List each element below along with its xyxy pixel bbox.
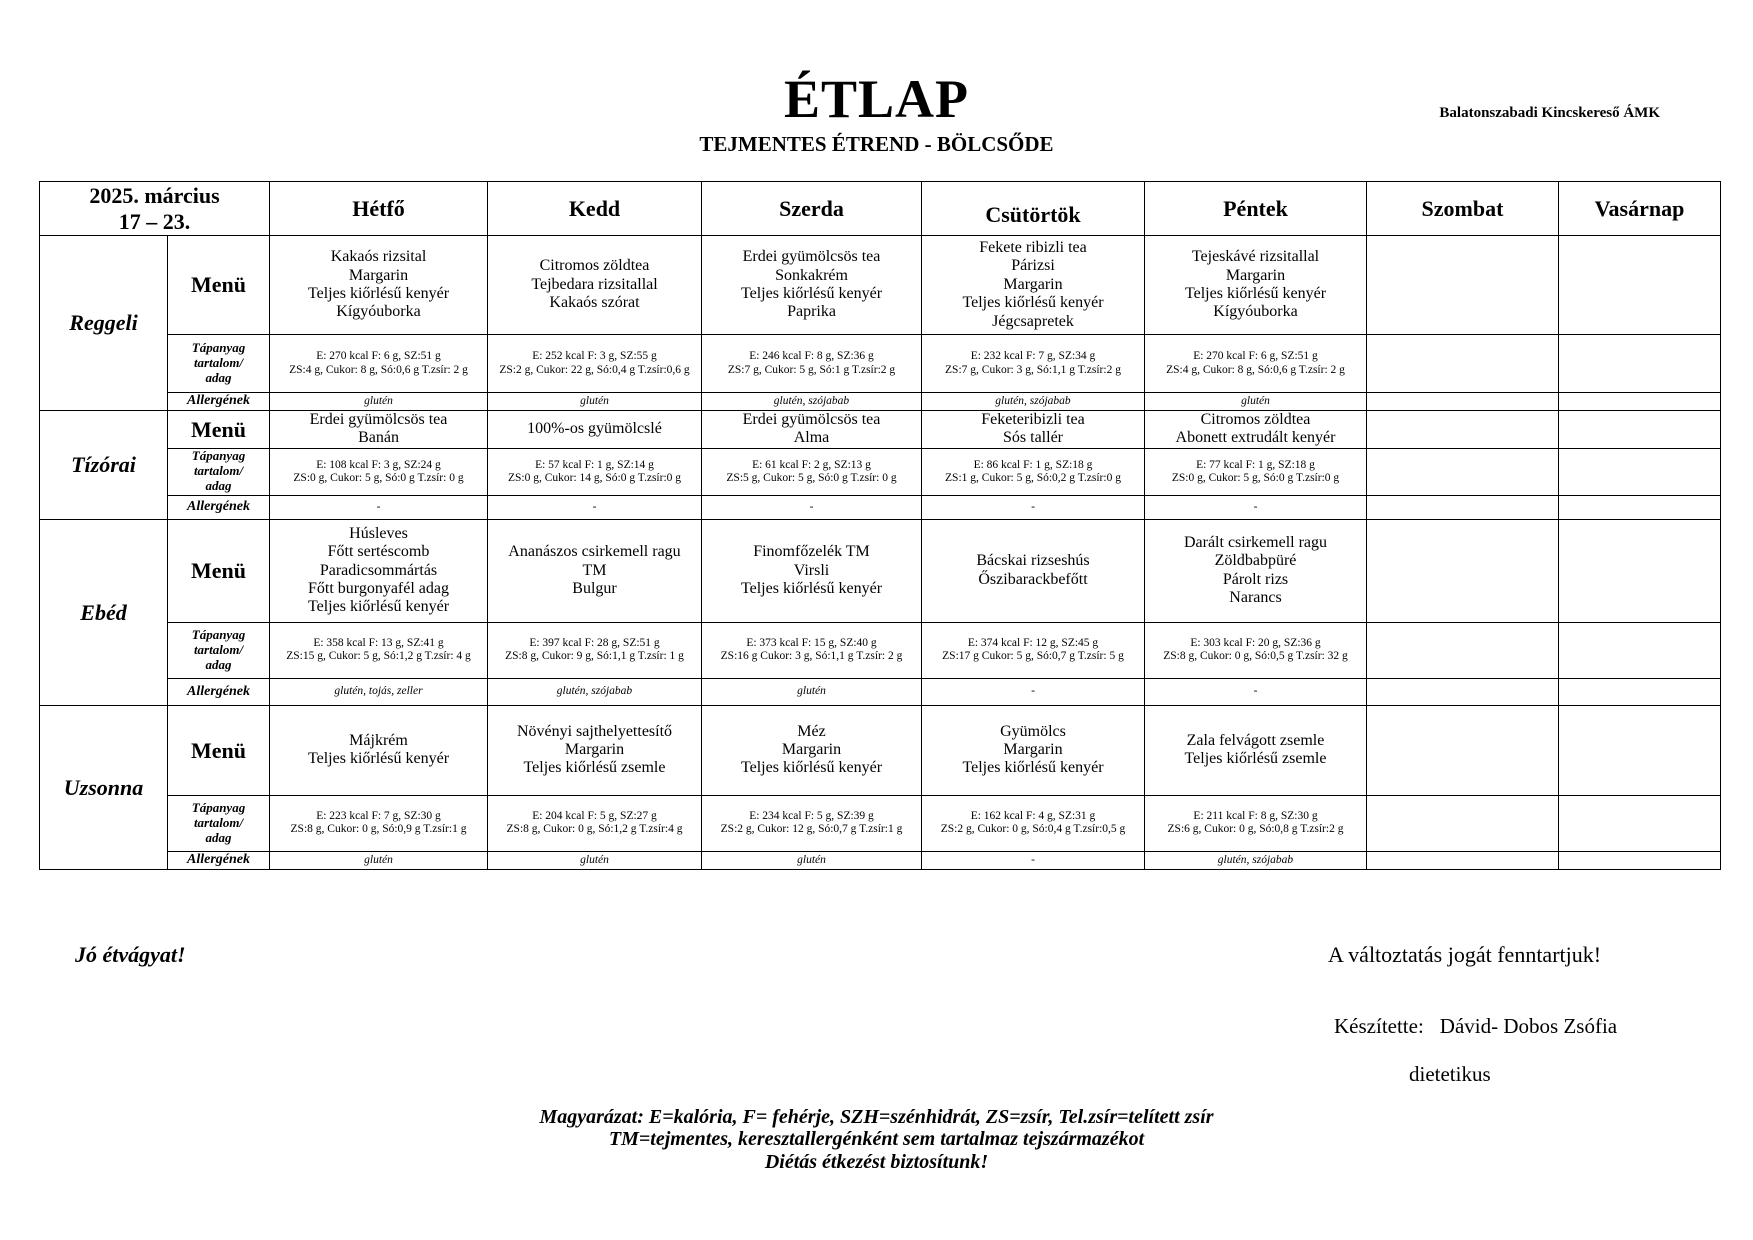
- nutrition-cell: [1559, 448, 1721, 495]
- nutrition-cell-line: ZS:8 g, Cukor: 0 g, Só:0,5 g T.zsír: 32 g: [1163, 650, 1348, 663]
- menu-cell: [488, 705, 702, 795]
- day-header-csutortok: Csütörtök: [922, 182, 1145, 236]
- nutrition-cell: [922, 795, 1145, 851]
- menu-cell: [702, 236, 922, 335]
- menu-cell-line: Májkrém: [349, 731, 408, 749]
- nutrition-cell: [922, 448, 1145, 495]
- allergen-cell: glutén: [488, 393, 702, 411]
- day-header-szerda: Szerda: [702, 182, 922, 236]
- menu-cell-line: Erdei gyümölcsös tea: [742, 248, 881, 266]
- row-label-nutrition: [168, 335, 270, 393]
- row-label-nutrition-line: Tápanyag: [191, 448, 246, 464]
- menu-cell-line: Margarin: [1225, 266, 1286, 284]
- allergen-cell: glutén, tojás, zeller: [270, 678, 488, 705]
- day-header-hetfo: Hétfő: [270, 182, 488, 236]
- nutrition-cell: [1367, 335, 1559, 393]
- menu-cell: [488, 411, 702, 449]
- menu-table-body: [40, 182, 1721, 870]
- nutrition-cell-line: ZS:0 g, Cukor: 5 g, Só:0 g T.zsír: 0 g: [293, 471, 464, 484]
- nutrition-cell-line: ZS:8 g, Cukor: 9 g, Só:1,1 g T.zsír: 1 g: [505, 650, 684, 663]
- meal-name: Tízórai: [40, 411, 168, 520]
- allergen-cell: glutén: [488, 851, 702, 869]
- menu-cell: [1145, 236, 1367, 335]
- nutrition-cell-line: ZS:5 g, Cukor: 5 g, Só:0 g T.zsír: 0 g: [726, 471, 897, 484]
- institution-name: Balatonszabadi Kincskereső ÁMK: [1439, 105, 1660, 121]
- allergen-cell: -: [488, 495, 702, 519]
- nutrition-cell-line: E: 61 kcal F: 2 g, SZ:13 g: [752, 458, 871, 471]
- menu-cell: [270, 236, 488, 335]
- menu-cell-line: Sonkakrém: [775, 266, 848, 284]
- allergen-cell: [1367, 393, 1559, 411]
- menu-cell: [702, 705, 922, 795]
- day-header-vasarnap: Vasárnap: [1559, 182, 1721, 236]
- meal-allergens-row: [40, 678, 1721, 705]
- page-title: ÉTLAP: [783, 69, 970, 129]
- menu-cell: [1145, 411, 1367, 449]
- nutrition-cell: [1559, 335, 1721, 393]
- nutrition-cell: [702, 795, 922, 851]
- menu-cell: [702, 411, 922, 449]
- nutrition-cell: [488, 335, 702, 393]
- nutrition-cell-line: ZS:0 g, Cukor: 5 g, Só:0 g T.zsír:0 g: [1171, 471, 1340, 484]
- allergen-cell: glutén, szójabab: [1145, 851, 1367, 869]
- menu-cell: [922, 519, 1145, 622]
- menu-cell-line: Margarin: [1003, 741, 1063, 759]
- row-label-nutrition-line: Tápanyag: [191, 799, 246, 815]
- row-label-menu: Menü: [168, 236, 270, 335]
- menu-cell-line: Növényi sajthelyettesítő: [516, 722, 673, 740]
- meal-nutrition-row: [40, 448, 1721, 495]
- menu-cell-line: Jégcsapretek: [992, 312, 1074, 330]
- menu-cell: [922, 705, 1145, 795]
- nutrition-cell-line: ZS:16 g Cukor: 3 g, Só:1,1 g T.zsír: 2 g: [720, 650, 903, 663]
- menu-cell-line: Bácskai rizseshús: [976, 552, 1090, 570]
- nutrition-cell-line: E: 270 kcal F: 6 g, SZ:51 g: [1193, 350, 1318, 363]
- menu-cell: [1367, 236, 1559, 335]
- nutrition-cell-line: ZS:7 g, Cukor: 5 g, Só:1 g T.zsír:2 g: [727, 363, 896, 376]
- row-label-allergens: Allergének: [168, 495, 270, 519]
- nutrition-cell: [1559, 795, 1721, 851]
- menu-cell-line: Darált csirkemell ragu: [1183, 534, 1328, 551]
- menu-cell-line: Teljes kiőrlésű zsemle: [1184, 750, 1327, 768]
- menu-cell-line: Alma: [793, 429, 830, 447]
- row-label-allergens: Allergének: [168, 393, 270, 411]
- nutrition-cell-line: ZS:2 g, Cukor: 0 g, Só:0,4 g T.zsír:0,5 g: [940, 823, 1126, 836]
- menu-cell-line: Kakaós szórat: [549, 294, 640, 312]
- menu-cell-line: Citromos zöldtea: [539, 257, 650, 275]
- menu-cell-line: Méz: [797, 722, 826, 740]
- row-label-nutrition-line: adag: [205, 478, 232, 494]
- date-days: 17 – 23.: [118, 208, 191, 234]
- meal-allergens-row: [40, 851, 1721, 869]
- menu-cell-line: Abonett extrudált kenyér: [1175, 429, 1336, 447]
- row-label-nutrition-line: adag: [205, 829, 232, 845]
- meal-menu-row: [40, 236, 1721, 335]
- menu-cell-line: Margarin: [564, 741, 625, 759]
- allergen-cell: [1559, 495, 1721, 519]
- menu-cell: [1367, 705, 1559, 795]
- allergen-cell: [1367, 495, 1559, 519]
- row-label-nutrition-line: tartalom/: [193, 463, 244, 479]
- nutrition-cell-line: E: 397 kcal F: 28 g, SZ:51 g: [529, 637, 660, 650]
- day-header-kedd: Kedd: [488, 182, 702, 236]
- row-label-nutrition: [168, 795, 270, 851]
- menu-cell-line: Margarin: [348, 266, 409, 284]
- menu-cell: [702, 519, 922, 622]
- nutrition-cell-line: ZS:17 g Cukor: 5 g, Só:0,7 g T.zsír: 5 g: [942, 650, 1124, 663]
- nutrition-cell: [702, 335, 922, 393]
- menu-cell-line: 100%-os gyümölcslé: [527, 420, 662, 438]
- menu-cell-line: Finomfőzelék TM: [753, 543, 870, 561]
- menu-cell-line: Őszibarackbefőtt: [978, 570, 1088, 588]
- menu-cell: [1559, 236, 1721, 335]
- row-label-menu: Menü: [168, 411, 270, 449]
- menu-cell: [1559, 705, 1721, 795]
- nutrition-cell-line: ZS:7 g, Cukor: 3 g, Só:1,1 g T.zsír:2 g: [945, 363, 1121, 376]
- nutrition-cell: [270, 622, 488, 678]
- allergen-cell: glutén, szójabab: [702, 393, 922, 411]
- nutrition-cell-line: ZS:0 g, Cukor: 14 g, Só:0 g T.zsír:0 g: [507, 471, 682, 484]
- menu-cell-line: Gyümölcs: [1000, 722, 1066, 740]
- nutrition-cell: [488, 448, 702, 495]
- menu-cell-line: Párizsi: [1011, 257, 1055, 275]
- date-range-cell: [40, 182, 270, 236]
- legend-line: Magyarázat: E=kalória, F= fehérje, SZH=szénhidrát, ZS=zsír, Tel.zsír=telített zsír: [539, 1106, 1214, 1128]
- nutrition-cell-line: ZS:8 g, Cukor: 0 g, Só:1,2 g T.zsír:4 g: [506, 823, 683, 836]
- nutrition-cell-line: E: 374 kcal F: 12 g, SZ:45 g: [967, 637, 1099, 650]
- weekly-menu-table: [39, 181, 1721, 870]
- nutrition-cell-line: E: 270 kcal F: 6 g, SZ:51 g: [316, 350, 441, 363]
- row-label-nutrition-line: tartalom/: [193, 814, 244, 830]
- nutrition-cell: [702, 622, 922, 678]
- menu-cell-line: Paradicsommártás: [319, 561, 438, 579]
- nutrition-cell-line: ZS:6 g, Cukor: 0 g, Só:0,8 g T.zsír:2 g: [1167, 823, 1344, 836]
- allergen-cell: [1559, 851, 1721, 869]
- page-subtitle: TEJMENTES ÉTREND - BÖLCSŐDE: [699, 132, 1054, 156]
- nutrition-cell-line: ZS:15 g, Cukor: 5 g, Só:1,2 g T.zsír: 4 g: [286, 650, 471, 663]
- nutrition-cell-line: E: 57 kcal F: 1 g, SZ:14 g: [535, 458, 654, 471]
- nutrition-cell-line: ZS:4 g, Cukor: 8 g, Só:0,6 g T.zsír: 2 g: [1166, 363, 1345, 376]
- allergen-cell: glutén: [702, 678, 922, 705]
- row-label-nutrition-line: adag: [205, 369, 232, 385]
- allergen-cell: glutén: [702, 851, 922, 869]
- nutrition-cell: [922, 335, 1145, 393]
- row-label-menu: Menü: [168, 705, 270, 795]
- nutrition-cell-line: ZS:8 g, Cukor: 0 g, Só:0,9 g T.zsír:1 g: [290, 823, 467, 836]
- menu-cell: [1367, 519, 1559, 622]
- row-label-nutrition-line: adag: [205, 656, 232, 672]
- menu-cell-line: Fekete ribizli tea: [979, 239, 1087, 257]
- allergen-cell: -: [922, 678, 1145, 705]
- allergen-cell: [1367, 851, 1559, 869]
- menu-cell-line: Erdei gyümölcsös tea: [742, 411, 881, 428]
- menu-cell-line: Zala felvágott zsemle: [1186, 731, 1325, 749]
- menu-cell: [922, 236, 1145, 335]
- menu-cell-line: Banán: [358, 429, 399, 447]
- meal-menu-row: [40, 705, 1721, 795]
- meal-allergens-row: [40, 393, 1721, 411]
- menu-cell: [1145, 705, 1367, 795]
- menu-cell: [1559, 411, 1721, 449]
- menu-cell: [922, 411, 1145, 449]
- menu-cell-line: Teljes kiőrlésű kenyér: [740, 759, 883, 777]
- meal-name: Reggeli: [40, 236, 168, 411]
- nutrition-cell-line: ZS:2 g, Cukor: 22 g, Só:0,4 g T.zsír:0,6 g: [499, 363, 690, 376]
- menu-cell-line: Tejeskávé rizsitallal: [1191, 248, 1320, 266]
- allergen-cell: glutén: [1145, 393, 1367, 411]
- allergen-cell: -: [702, 495, 922, 519]
- nutrition-cell-line: E: 223 kcal F: 7 g, SZ:30 g: [316, 810, 441, 823]
- menu-cell-line: Teljes kiőrlésű kenyér: [962, 759, 1104, 777]
- menu-cell-line: Sós tallér: [1003, 429, 1063, 447]
- nutrition-cell: [922, 622, 1145, 678]
- menu-cell-line: Húsleves: [349, 524, 408, 542]
- allergen-cell: [1367, 678, 1559, 705]
- day-header-szombat: Szombat: [1367, 182, 1559, 236]
- disclaimer-text: A változtatás jogát fenntartjuk!: [1328, 942, 1602, 967]
- nutrition-cell-line: E: 252 kcal F: 3 g, SZ:55 g: [532, 350, 657, 363]
- menu-cell-line: Kakaós rizsital: [330, 248, 427, 266]
- meal-allergens-row: [40, 495, 1721, 519]
- menu-cell-line: Ananászos csirkemell ragu: [508, 543, 681, 561]
- nutrition-cell-line: E: 234 kcal F: 5 g, SZ:39 g: [749, 810, 874, 823]
- day-header-row: [40, 182, 1721, 236]
- meal-name: Ebéd: [40, 519, 168, 705]
- allergen-cell: -: [922, 851, 1145, 869]
- menu-cell: [270, 411, 488, 449]
- nutrition-cell: [1367, 795, 1559, 851]
- menu-cell-line: Teljes kiőrlésű kenyér: [307, 598, 450, 616]
- menu-cell-line: Virsli: [793, 561, 830, 579]
- nutrition-cell-line: E: 246 kcal F: 8 g, SZ:36 g: [749, 350, 874, 363]
- row-label-nutrition-line: tartalom/: [193, 641, 244, 657]
- allergen-cell: glutén, szójabab: [488, 678, 702, 705]
- nutrition-cell: [1367, 622, 1559, 678]
- nutrition-cell-line: E: 303 kcal F: 20 g, SZ:36 g: [1190, 637, 1321, 650]
- menu-cell-line: Feketeribizli tea: [981, 411, 1085, 428]
- menu-cell-line: Teljes kiőrlésű kenyér: [740, 579, 883, 597]
- menu-cell-line: Margarin: [781, 741, 842, 759]
- author-name: Dávid- Dobos Zsófia: [1439, 1014, 1618, 1038]
- nutrition-cell-line: E: 108 kcal F: 3 g, SZ:24 g: [316, 458, 441, 471]
- nutrition-cell: [270, 795, 488, 851]
- row-label-nutrition-line: tartalom/: [193, 355, 244, 371]
- row-label-nutrition: [168, 448, 270, 495]
- meal-nutrition-row: [40, 795, 1721, 851]
- nutrition-cell-line: E: 373 kcal F: 15 g, SZ:40 g: [746, 637, 877, 650]
- nutrition-cell: [270, 335, 488, 393]
- nutrition-cell-line: E: 86 kcal F: 1 g, SZ:18 g: [973, 458, 1093, 471]
- allergen-cell: glutén: [270, 393, 488, 411]
- nutrition-cell-line: ZS:4 g, Cukor: 8 g, Só:0,6 g T.zsír: 2 g: [289, 363, 468, 376]
- meal-menu-row: [40, 411, 1721, 449]
- nutrition-cell-line: E: 232 kcal F: 7 g, SZ:34 g: [970, 350, 1096, 363]
- allergen-cell: glutén, szójabab: [922, 393, 1145, 411]
- row-label-menu: Menü: [168, 519, 270, 622]
- menu-cell-line: TM: [582, 561, 607, 579]
- nutrition-cell-line: E: 211 kcal F: 8 g, SZ:30 g: [1193, 810, 1318, 823]
- menu-cell-line: Teljes kiőrlésű kenyér: [1184, 285, 1327, 302]
- date-month: 2025. március: [89, 183, 220, 209]
- nutrition-cell: [1145, 622, 1367, 678]
- nutrition-cell-line: E: 358 kcal F: 13 g, SZ:41 g: [313, 637, 444, 650]
- allergen-cell: -: [1145, 495, 1367, 519]
- menu-cell-line: Kígyóuborka: [336, 303, 421, 321]
- row-label-nutrition-line: Tápanyag: [191, 626, 246, 642]
- nutrition-cell: [488, 622, 702, 678]
- nutrition-cell-line: E: 204 kcal F: 5 g, SZ:27 g: [532, 810, 657, 823]
- nutrition-cell-line: E: 162 kcal F: 4 g, SZ:31 g: [970, 810, 1096, 823]
- row-label-allergens: Allergének: [168, 851, 270, 869]
- author-role: dietetikus: [1409, 1062, 1491, 1086]
- allergen-cell: glutén: [270, 851, 488, 869]
- menu-cell: [488, 519, 702, 622]
- menu-cell-line: Főtt burgonyafél adag: [307, 579, 449, 597]
- nutrition-cell: [702, 448, 922, 495]
- allergen-cell: [1559, 393, 1721, 411]
- menu-cell-line: Bulgur: [572, 579, 617, 597]
- menu-cell-line: Citromos zöldtea: [1200, 411, 1311, 428]
- menu-cell-line: Teljes kiőrlésű kenyér: [307, 285, 450, 302]
- menu-cell-line: Teljes kiőrlésű kenyér: [740, 285, 883, 302]
- row-label-nutrition: [168, 622, 270, 678]
- menu-cell: [488, 236, 702, 335]
- menu-cell: [270, 705, 488, 795]
- row-label-allergens: Allergének: [168, 678, 270, 705]
- allergen-cell: -: [922, 495, 1145, 519]
- nutrition-cell: [488, 795, 702, 851]
- meal-name: Uzsonna: [40, 705, 168, 869]
- allergen-cell: -: [1145, 678, 1367, 705]
- menu-cell: [1559, 519, 1721, 622]
- author-label: Készítette:: [1334, 1014, 1424, 1038]
- menu-cell-line: Teljes kiőrlésű kenyér: [307, 750, 450, 768]
- nutrition-cell-line: E: 77 kcal F: 1 g, SZ:18 g: [1196, 458, 1315, 471]
- allergen-cell: -: [270, 495, 488, 519]
- meal-menu-row: [40, 519, 1721, 622]
- legend-block: [0, 1106, 1753, 1173]
- greeting-text: Jó étvágyat!: [75, 942, 186, 967]
- nutrition-cell: [1145, 335, 1367, 393]
- nutrition-cell-line: ZS:1 g, Cukor: 5 g, Só:0,2 g T.zsír:0 g: [945, 471, 1121, 484]
- menu-cell-line: Teljes kiőrlésű kenyér: [962, 294, 1104, 312]
- menu-cell-line: Zöldbabpüré: [1214, 552, 1297, 570]
- row-label-nutrition-line: Tápanyag: [191, 340, 246, 356]
- menu-cell-line: Narancs: [1229, 589, 1282, 607]
- menu-cell: [1367, 411, 1559, 449]
- allergen-cell: [1559, 678, 1721, 705]
- nutrition-cell: [270, 448, 488, 495]
- menu-cell: [270, 519, 488, 622]
- nutrition-cell: [1559, 622, 1721, 678]
- nutrition-cell: [1145, 448, 1367, 495]
- legend-line: Diétás étkezést biztosítunk!: [764, 1150, 989, 1173]
- menu-cell-line: Kígyóuborka: [1213, 303, 1298, 321]
- menu-cell-line: Tejbedara rizsitallal: [531, 275, 658, 293]
- day-header-pentek: Péntek: [1145, 182, 1367, 236]
- nutrition-cell-line: ZS:2 g, Cukor: 12 g, Só:0,7 g T.zsír:1 g: [720, 823, 903, 836]
- menu-cell-line: Teljes kiőrlésű zsemle: [523, 759, 666, 777]
- author-line: [1334, 1014, 1617, 1039]
- menu-cell-line: Erdei gyümölcsös tea: [309, 411, 448, 428]
- meal-nutrition-row: [40, 622, 1721, 678]
- menu-cell-line: Paprika: [787, 303, 836, 321]
- nutrition-cell: [1367, 448, 1559, 495]
- menu-cell-line: Margarin: [1003, 275, 1063, 293]
- menu-cell-line: Párolt rizs: [1222, 570, 1289, 588]
- legend-line: TM=tejmentes, keresztallergénként sem tartalmaz tejszármazékot: [608, 1128, 1145, 1151]
- menu-cell: [1145, 519, 1367, 622]
- nutrition-cell: [1145, 795, 1367, 851]
- menu-cell-line: Főtt sertéscomb: [327, 543, 430, 561]
- meal-nutrition-row: [40, 335, 1721, 393]
